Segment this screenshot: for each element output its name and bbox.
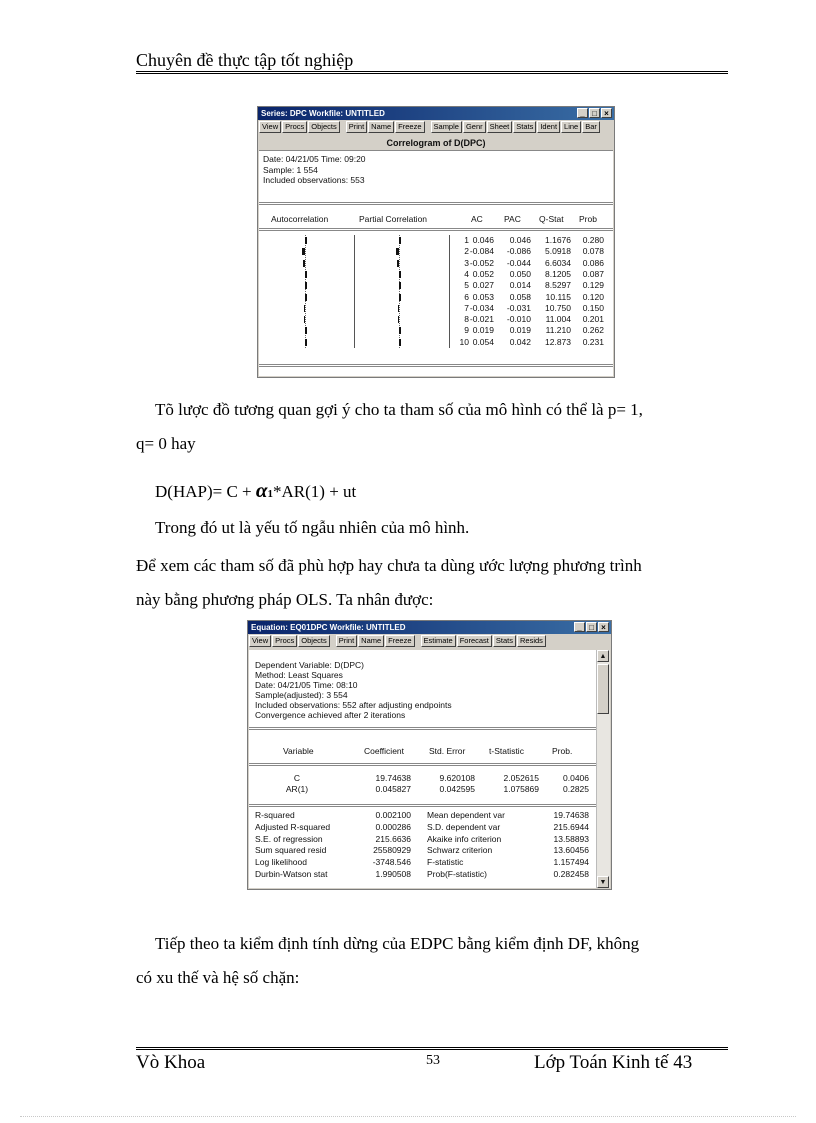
row-qstat: 10.115 — [545, 291, 571, 302]
minimize-button[interactable]: _ — [577, 108, 588, 118]
row-lag: 4 — [464, 268, 469, 279]
toolbar-print-button[interactable]: Print — [336, 635, 357, 647]
col-autocorrelation: Autocorrelation — [271, 214, 329, 224]
row-pac: -0.031 — [506, 302, 531, 313]
row-variable: AR(1) — [285, 784, 309, 794]
info-date: Date: 04/21/05 Time: 08:10 — [255, 680, 358, 690]
stat-value: 215.6944 — [553, 821, 589, 832]
row-lag: 2 — [464, 246, 469, 257]
equation-scrollbar[interactable] — [596, 650, 610, 888]
info-method: Method: Least Squares — [255, 670, 343, 680]
row-ac: 0.046 — [472, 235, 494, 245]
scroll-down-arrow-icon[interactable]: ▼ — [597, 876, 609, 888]
row-ac: 0.053 — [472, 291, 494, 302]
correlogram-toolbar — [258, 120, 614, 134]
column-separator — [354, 235, 355, 348]
row-prob: 0.078 — [582, 246, 604, 257]
row-prob: 0.086 — [582, 257, 604, 268]
info-observations: Included observations: 552 after adjusting endpoints — [255, 700, 452, 710]
row-t-statistic: 2.052615 — [503, 773, 539, 783]
toolbar-sample-button[interactable]: Sample — [431, 121, 462, 133]
equation-window — [247, 620, 612, 890]
stat-value: 13.58893 — [553, 833, 589, 844]
header-rule — [136, 71, 728, 74]
row-qstat: 11.210 — [545, 325, 571, 336]
row-qstat: 8.1205 — [545, 268, 571, 279]
footer-author: Vò Khoa — [136, 1052, 206, 1073]
row-pac: 0.014 — [509, 280, 531, 291]
stat-value: 25580929 — [373, 845, 411, 856]
stat-label: S.D. dependent var — [427, 821, 501, 832]
toolbar-view-button[interactable]: View — [249, 635, 271, 647]
stat-value: -3748.546 — [372, 857, 411, 868]
bottom-border — [20, 1116, 796, 1117]
ac-bar — [303, 260, 305, 267]
pac-bar — [399, 237, 401, 244]
equation-info — [255, 660, 452, 720]
divider — [259, 202, 613, 205]
row-qstat: 10.750 — [545, 302, 571, 313]
row-prob: 0.201 — [582, 314, 604, 325]
col-coefficient: Coefficient — [364, 746, 405, 756]
ac-bar — [304, 316, 306, 323]
row-ac: -0.052 — [469, 257, 494, 268]
row-prob: 0.087 — [582, 268, 604, 279]
pac-bar — [398, 316, 400, 323]
paragraph-2: Trong đó ut là yếu tố ngẫu nhiên của mô hình. — [155, 518, 470, 537]
stat-label: Log likelihood — [255, 857, 307, 868]
row-prob: 0.0406 — [563, 773, 589, 783]
row-qstat: 11.004 — [545, 314, 571, 325]
pac-bar — [399, 282, 401, 289]
footer-class: Lớp Toán Kinh tế 43 — [534, 1052, 693, 1073]
toolbar-bar-button[interactable]: Bar — [582, 121, 600, 133]
row-lag: 3 — [464, 257, 469, 268]
paragraph-3-line-2: này bằng phương pháp OLS. Ta nhân được: — [136, 590, 434, 609]
row-ac: -0.034 — [469, 302, 494, 313]
stat-label: F-statistic — [427, 857, 464, 868]
pac-bar — [399, 327, 401, 334]
toolbar-resids-button[interactable]: Resids — [517, 635, 546, 647]
ac-bar — [305, 282, 307, 289]
close-button[interactable]: × — [601, 108, 612, 118]
toolbar-procs-button[interactable]: Procs — [272, 635, 297, 647]
divider — [249, 804, 596, 807]
row-pac: -0.010 — [506, 314, 531, 325]
row-lag: 8 — [464, 314, 469, 325]
ac-bar — [302, 248, 305, 255]
row-qstat: 12.873 — [545, 336, 571, 347]
row-ac: -0.021 — [469, 314, 494, 325]
row-qstat: 8.5297 — [545, 280, 571, 291]
row-lag: 1 — [464, 235, 469, 245]
footer-rule — [136, 1047, 728, 1050]
divider — [259, 364, 613, 367]
formula-alpha: α — [255, 478, 268, 502]
row-lag: 7 — [464, 302, 469, 313]
row-prob: 0.262 — [582, 325, 604, 336]
row-pac: -0.044 — [506, 257, 531, 268]
row-qstat: 5.0918 — [545, 246, 571, 257]
toolbar-name-button[interactable]: Name — [368, 121, 394, 133]
formula-left: D(HAP)= C + — [155, 482, 256, 501]
ac-bar — [305, 294, 307, 301]
col-ac: AC — [471, 214, 483, 224]
paragraph-3-line-1: Để xem các tham số đã phù hợp hay chưa ta dùng ước lượng phương trình — [136, 556, 642, 575]
toolbar-print-button[interactable]: Print — [346, 121, 367, 133]
stat-value: 1.990508 — [375, 869, 411, 879]
row-variable: C — [293, 773, 301, 783]
correlogram-heading: Correlogram of D(DPC) — [259, 136, 613, 151]
row-ac: 0.054 — [472, 336, 494, 347]
toolbar-procs-button[interactable]: Procs — [282, 121, 307, 133]
row-pac: 0.050 — [509, 268, 531, 279]
formula-right: *AR(1) + ut — [273, 482, 357, 501]
paragraph-4-line-2: có xu thế và hệ số chặn: — [136, 968, 300, 987]
toolbar-stats-button[interactable]: Stats — [513, 121, 536, 133]
paragraph-1-line-1: Tõ lược đồ tương quan gợi ý cho ta tham số của mô hình có thể là p= 1, — [155, 400, 643, 419]
info-sample: Sample: 1 554 — [263, 164, 318, 175]
stat-value: 19.74638 — [553, 810, 589, 820]
stat-value: 215.6636 — [375, 833, 411, 844]
toolbar-objects-button[interactable]: Objects — [308, 121, 339, 133]
stat-label: Mean dependent var — [427, 810, 505, 820]
formula-subscript: 1 — [267, 488, 273, 500]
stat-label: Schwarz criterion — [427, 845, 493, 856]
stat-label: Akaike info criterion — [427, 833, 502, 844]
ac-bar — [305, 339, 307, 346]
row-lag: 5 — [464, 280, 469, 291]
equation-content — [249, 650, 610, 888]
ac-bar — [305, 271, 307, 278]
row-prob: 0.150 — [582, 302, 604, 313]
col-std-error: Std. Error — [429, 746, 466, 756]
stat-value: 0.002100 — [375, 810, 411, 820]
paragraph-4-line-1: Tiếp theo ta kiểm định tính dừng của EDPC bằng kiểm định DF, không — [155, 934, 640, 953]
col-pac: PAC — [504, 214, 521, 224]
row-qstat: 1.1676 — [545, 235, 571, 245]
equation-window-title: Equation: EQ01DPC Workfile: UNTITLED — [251, 623, 406, 632]
formula — [155, 480, 356, 504]
row-lag: 10 — [459, 336, 469, 347]
row-prob: 0.280 — [582, 235, 604, 245]
row-ac: -0.084 — [469, 246, 494, 257]
row-pac: 0.058 — [509, 291, 531, 302]
row-lag: 9 — [464, 325, 469, 336]
toolbar-stats-button[interactable]: Stats — [493, 635, 516, 647]
pac-bar — [399, 294, 401, 301]
page-number: 53 — [426, 1053, 440, 1068]
stat-value: 0.000286 — [375, 821, 411, 832]
ac-bar — [305, 327, 307, 334]
row-prob: 0.2825 — [563, 784, 589, 794]
row-ac: 0.019 — [472, 325, 494, 336]
correlogram-info — [263, 154, 366, 186]
col-t-statistic: t-Statistic — [489, 746, 524, 756]
info-date: Date: 04/21/05 Time: 09:20 — [263, 154, 366, 164]
info-dependent-variable: Dependent Variable: D(DPC) — [255, 660, 364, 670]
info-convergence: Convergence achieved after 2 iterations — [255, 710, 406, 720]
toolbar-view-button[interactable]: View — [259, 121, 281, 133]
stat-label: Adjusted R-squared — [255, 821, 331, 832]
pac-bar — [399, 339, 401, 346]
pac-bar — [397, 260, 399, 267]
toolbar-freeze-button[interactable]: Freeze — [395, 121, 424, 133]
col-prob: Prob. — [552, 746, 573, 756]
stat-value: 0.282458 — [553, 869, 589, 879]
toolbar-estimate-button[interactable]: Estimate — [421, 635, 456, 647]
column-separator — [449, 235, 450, 348]
col-qstat: Q-Stat — [539, 214, 564, 224]
correlogram-window-title: Series: DPC Workfile: UNTITLED — [261, 109, 385, 118]
row-coefficient: 19.74638 — [375, 773, 411, 783]
col-variable: Variable — [283, 746, 314, 756]
stat-label: Prob(F-statistic) — [427, 869, 487, 879]
maximize-button[interactable]: □ — [586, 622, 597, 632]
toolbar-ident-button[interactable]: Ident — [537, 121, 560, 133]
divider — [249, 727, 596, 730]
stat-label: Durbin-Watson stat — [255, 869, 328, 879]
stat-label: S.E. of regression — [255, 833, 323, 844]
divider — [249, 763, 596, 766]
toolbar-name-button[interactable]: Name — [358, 635, 384, 647]
ac-bar — [305, 237, 307, 244]
correlogram-titlebar[interactable] — [258, 107, 614, 120]
row-pac: -0.086 — [506, 246, 531, 257]
info-sample: Sample(adjusted): 3 554 — [255, 690, 348, 700]
col-prob: Prob — [579, 214, 597, 224]
row-std-error: 9.620108 — [439, 773, 475, 783]
equation-toolbar — [248, 634, 611, 648]
col-partial-correlation: Partial Correlation — [359, 214, 428, 224]
row-lag: 6 — [464, 291, 469, 302]
row-t-statistic: 1.075869 — [503, 784, 539, 794]
row-qstat: 6.6034 — [545, 257, 571, 268]
row-ac: 0.052 — [472, 268, 494, 279]
row-pac: 0.042 — [509, 336, 531, 347]
row-prob: 0.129 — [582, 280, 604, 291]
minimize-button[interactable]: _ — [574, 622, 585, 632]
header-title: Chuyên đề thực tập tốt nghiệp — [136, 50, 354, 70]
maximize-button[interactable]: □ — [589, 108, 600, 118]
close-button[interactable]: × — [598, 622, 609, 632]
toolbar-forecast-button[interactable]: Forecast — [457, 635, 492, 647]
paragraph-1-line-2: q= 0 hay — [136, 434, 196, 453]
scroll-up-arrow-icon[interactable]: ▲ — [597, 650, 609, 662]
scrollbar-thumb[interactable] — [597, 664, 609, 714]
stat-value: 1.157494 — [553, 857, 589, 868]
stat-label: Sum squared resid — [255, 845, 327, 856]
toolbar-sheet-button[interactable]: Sheet — [487, 121, 513, 133]
pac-bar — [396, 248, 399, 255]
toolbar-line-button[interactable]: Line — [561, 121, 581, 133]
toolbar-genr-button[interactable]: Genr — [463, 121, 486, 133]
correlogram-window — [257, 106, 615, 378]
row-pac: 0.046 — [509, 235, 531, 245]
equation-titlebar[interactable] — [248, 621, 611, 634]
divider — [259, 228, 613, 231]
pac-bar — [399, 271, 401, 278]
stat-label: R-squared — [255, 810, 295, 820]
toolbar-objects-button[interactable]: Objects — [298, 635, 329, 647]
row-prob: 0.231 — [582, 336, 604, 347]
row-ac: 0.027 — [472, 280, 494, 291]
toolbar-freeze-button[interactable]: Freeze — [385, 635, 414, 647]
row-pac: 0.019 — [509, 325, 531, 336]
stat-value: 13.60456 — [553, 845, 589, 856]
pac-bar — [398, 305, 400, 312]
row-prob: 0.120 — [582, 291, 604, 302]
row-std-error: 0.042595 — [439, 784, 475, 794]
row-coefficient: 0.045827 — [375, 784, 411, 794]
ac-bar — [304, 305, 306, 312]
info-observations: Included observations: 553 — [263, 175, 365, 185]
correlogram-content — [259, 136, 613, 376]
